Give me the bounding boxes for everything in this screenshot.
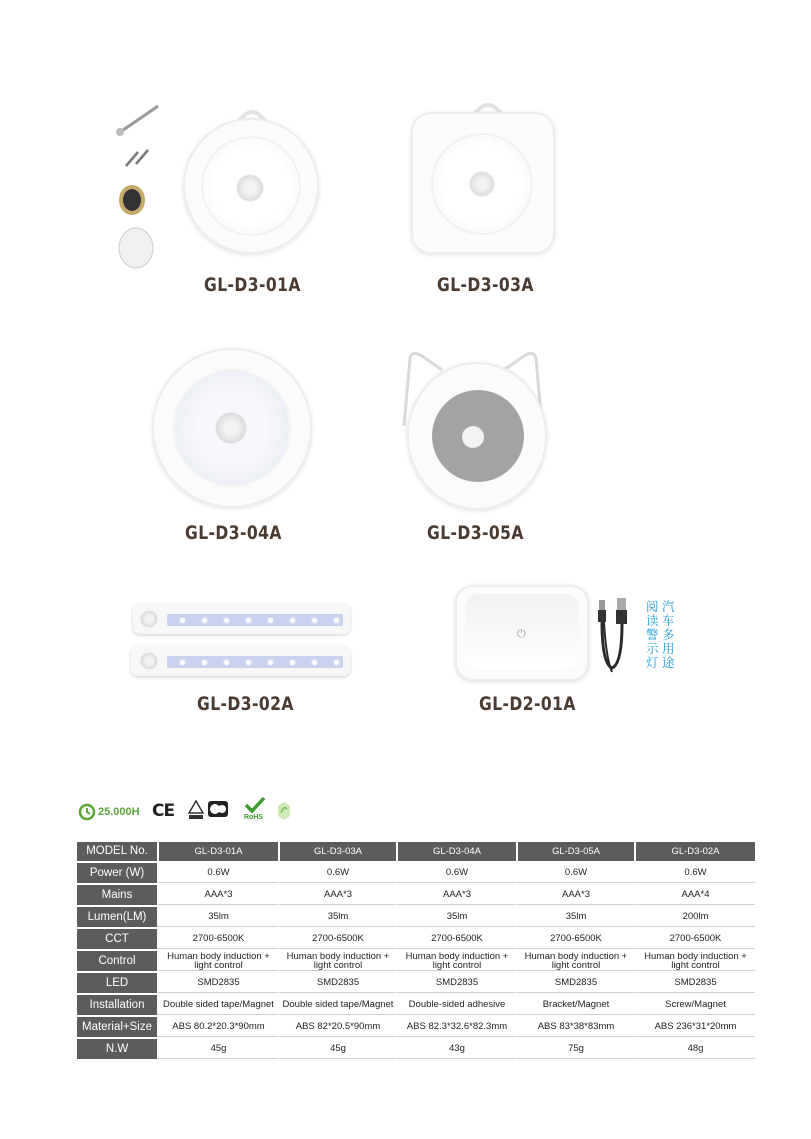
eco-leaf-icon — [277, 801, 291, 821]
spec-row — [77, 995, 755, 1015]
lifetime-label: 25.000H — [98, 806, 140, 818]
spec-cell: 35lm — [516, 907, 634, 927]
spec-cell: ABS 82*20.5*90mm — [278, 1017, 396, 1037]
led-dot — [224, 660, 229, 665]
led-dot — [180, 660, 185, 665]
model-label: GL-D3-01A — [204, 274, 301, 296]
usage-text-col1: 汽车多用途 — [662, 599, 675, 670]
spec-cell: 45g — [157, 1039, 278, 1059]
spec-cell: SMD2835 — [278, 973, 396, 993]
spec-header-model: GL-D3-01A — [157, 842, 278, 861]
spec-cell: AAA*3 — [278, 885, 396, 905]
spec-header-label: MODEL No. — [77, 842, 157, 861]
spec-cell: SMD2835 — [634, 973, 755, 993]
led-dot — [334, 660, 339, 665]
spec-row-label: Installation — [77, 995, 157, 1015]
spec-cell: 48g — [634, 1039, 755, 1059]
spec-cell: Human body induction + light control — [278, 951, 396, 971]
spec-cell: 75g — [516, 1039, 634, 1059]
model-label: GL-D2-01A — [479, 693, 576, 715]
spec-row-label: Control — [77, 951, 157, 971]
spec-cell: ABS 236*31*20mm — [634, 1017, 755, 1037]
spec-cell: Double sided tape/Magnet — [278, 995, 396, 1015]
gs-certification-icon — [207, 800, 229, 818]
spec-cell: 0.6W — [396, 863, 516, 883]
spec-cell: Double sided tape/Magnet — [157, 995, 278, 1015]
led-dot — [246, 660, 251, 665]
usage-text-col2: 阅读警示灯 — [646, 599, 659, 670]
spec-header-model: GL-D3-03A — [278, 842, 396, 861]
usb-cable-icon — [596, 598, 630, 674]
spec-row — [77, 907, 755, 927]
led-dot — [202, 618, 207, 623]
spec-cell: 2700-6500K — [278, 929, 396, 949]
spec-header-model: GL-D3-04A — [396, 842, 516, 861]
spec-cell: 2700-6500K — [634, 929, 755, 949]
spec-row-label: Material+Size — [77, 1017, 157, 1037]
led-dot — [290, 618, 295, 623]
led-dot — [180, 618, 185, 623]
spec-cell: Double-sided adhesive — [396, 995, 516, 1015]
spec-row — [77, 973, 755, 993]
spec-cell: AAA*3 — [157, 885, 278, 905]
spec-row — [77, 1039, 755, 1059]
spec-cell: 0.6W — [634, 863, 755, 883]
spec-header-row — [77, 842, 755, 861]
lifetime-clock-icon — [78, 803, 96, 821]
spec-cell: Bracket/Magnet — [516, 995, 634, 1015]
spec-cell: 35lm — [278, 907, 396, 927]
spec-cell: 2700-6500K — [157, 929, 278, 949]
spec-row-label: Power (W) — [77, 863, 157, 883]
accessories-illustration — [108, 100, 168, 275]
spec-row-label: Mains — [77, 885, 157, 905]
spec-cell: AAA*4 — [634, 885, 755, 905]
led-dot — [312, 618, 317, 623]
spec-header-model: GL-D3-05A — [516, 842, 634, 861]
spec-cell: SMD2835 — [516, 973, 634, 993]
spec-row-label: CCT — [77, 929, 157, 949]
model-label: GL-D3-04A — [185, 522, 282, 544]
rohs-label: RoHS — [244, 814, 264, 821]
spec-cell: 35lm — [157, 907, 278, 927]
spec-cell: Screw/Magnet — [634, 995, 755, 1015]
spec-row — [77, 885, 755, 905]
spec-cell: 2700-6500K — [516, 929, 634, 949]
spec-cell: 45g — [278, 1039, 396, 1059]
rohs-check-icon — [244, 796, 266, 814]
motion-sensor — [470, 172, 494, 196]
spec-row-label: LED — [77, 973, 157, 993]
model-label: GL-D3-03A — [437, 274, 534, 296]
ce-mark: CE — [152, 801, 175, 821]
spec-cell: 0.6W — [157, 863, 278, 883]
motion-sensor — [141, 611, 157, 627]
led-dot — [268, 660, 273, 665]
spec-cell: AAA*3 — [396, 885, 516, 905]
motion-sensor — [216, 413, 246, 443]
spec-cell: ABS 80.2*20.3*90mm — [157, 1017, 278, 1037]
led-dot — [334, 618, 339, 623]
power-icon: ⏻ — [517, 627, 526, 640]
spec-cell: AAA*3 — [516, 885, 634, 905]
led-dot — [312, 660, 317, 665]
spec-cell: 43g — [396, 1039, 516, 1059]
spec-row — [77, 929, 755, 949]
spec-cell: ABS 82.3*32.6*82.3mm — [396, 1017, 516, 1037]
motion-sensor — [141, 653, 157, 669]
led-dot — [290, 660, 295, 665]
spec-cell: ABS 83*38*83mm — [516, 1017, 634, 1037]
spec-row-label: Lumen(LM) — [77, 907, 157, 927]
spec-row — [77, 1017, 755, 1037]
center-button — [462, 426, 484, 448]
model-label: GL-D3-05A — [427, 522, 524, 544]
spec-cell: 0.6W — [516, 863, 634, 883]
spec-row — [77, 951, 755, 971]
led-dot — [202, 660, 207, 665]
spec-header-model: GL-D3-02A — [634, 842, 755, 861]
spec-cell: Human body induction + light control — [634, 951, 755, 971]
led-dot — [224, 618, 229, 623]
spec-cell: 200lm — [634, 907, 755, 927]
spec-cell: SMD2835 — [396, 973, 516, 993]
spec-cell: 35lm — [396, 907, 516, 927]
spec-cell: 0.6W — [278, 863, 396, 883]
spec-cell: Human body induction + light control — [516, 951, 634, 971]
spec-cell: 2700-6500K — [396, 929, 516, 949]
spec-row-label: N.W — [77, 1039, 157, 1059]
spec-cell: Human body induction + light control — [157, 951, 278, 971]
spec-cell: SMD2835 — [157, 973, 278, 993]
spec-row — [77, 863, 755, 883]
model-label: GL-D3-02A — [197, 693, 294, 715]
led-dot — [246, 618, 251, 623]
spec-table — [77, 840, 755, 1061]
led-dot — [268, 618, 273, 623]
safety-certification-icon — [188, 800, 204, 820]
motion-sensor — [237, 175, 263, 201]
spec-cell: Human body induction + light control — [396, 951, 516, 971]
